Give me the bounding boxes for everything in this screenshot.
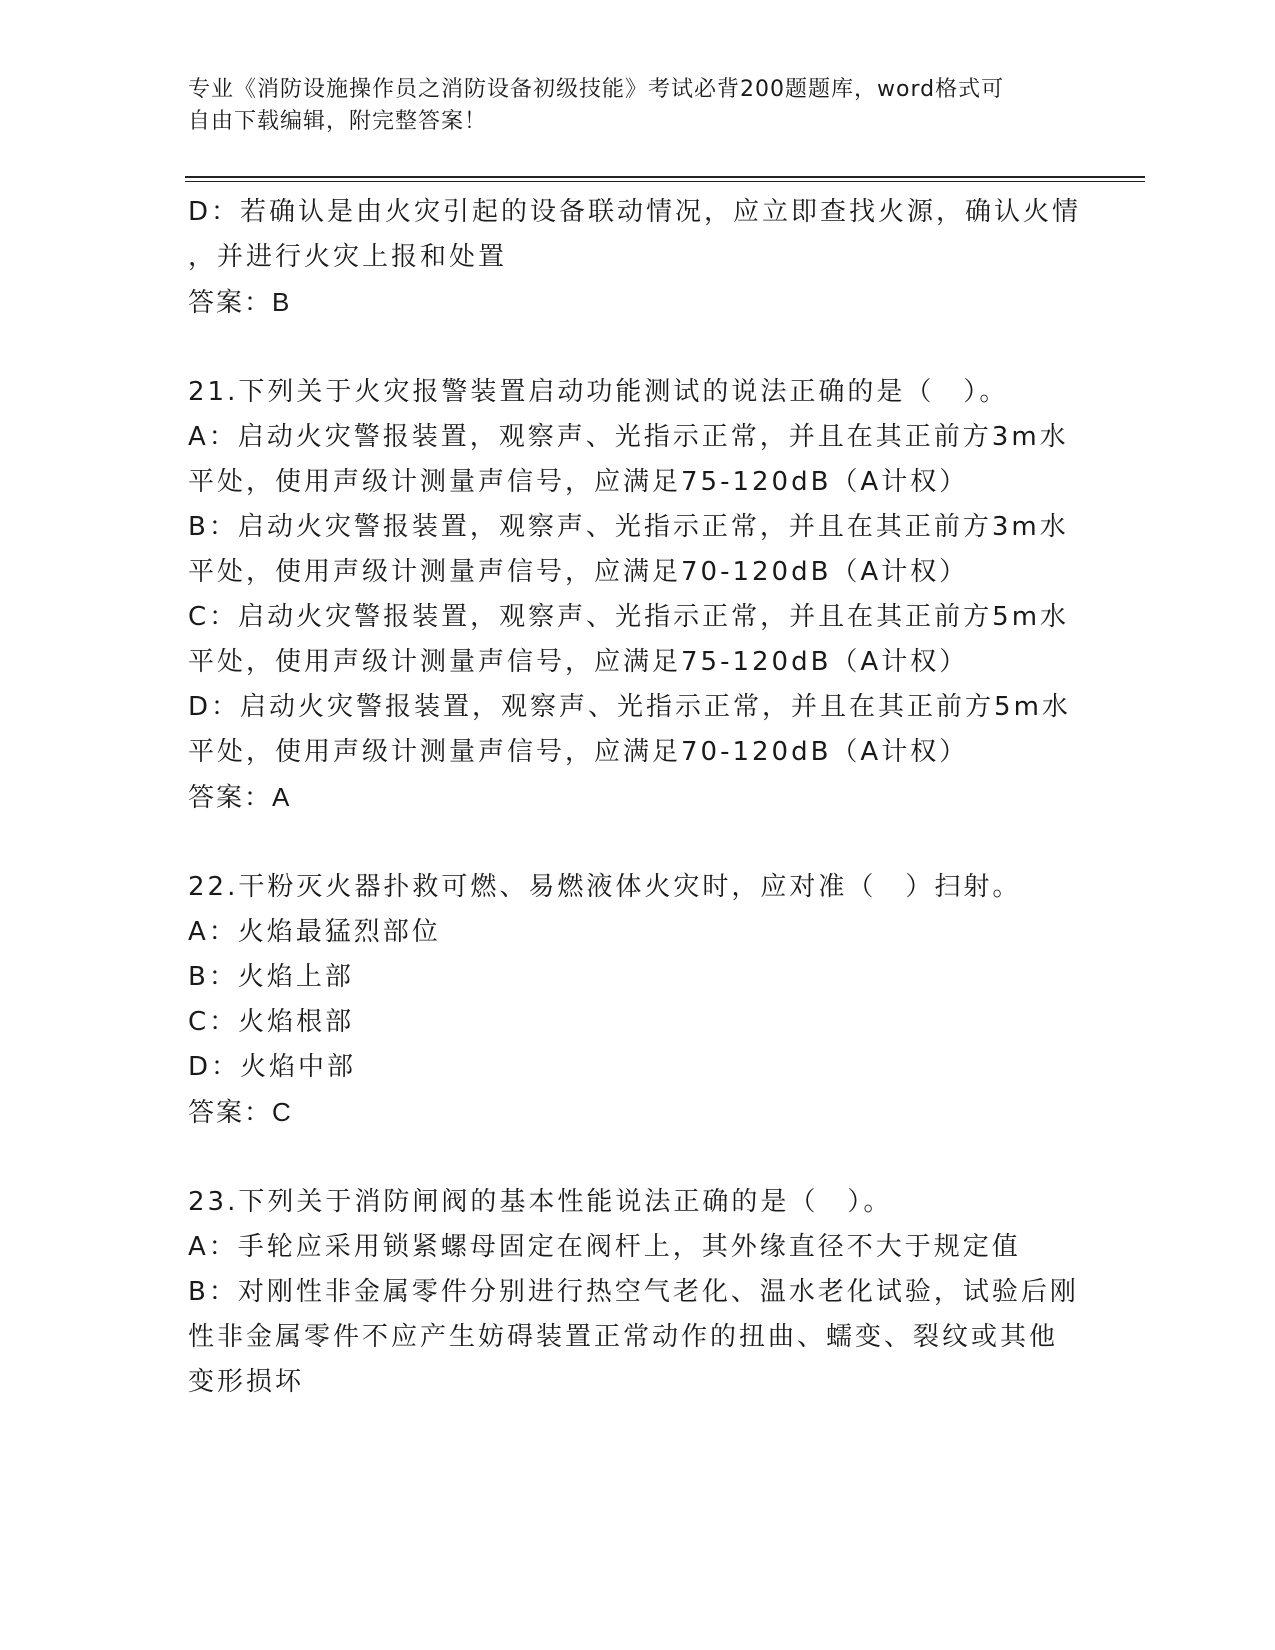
answer-label: 答案：A — [188, 782, 292, 812]
option-b-line3: 变形损坏 — [188, 1367, 305, 1397]
option-c: C：火焰根部 — [188, 1007, 355, 1037]
header-title-line1: 专业《消防设施操作员之消防设备初级技能》考试必背200题题库，word格式可 — [188, 77, 1005, 102]
question-21 — [188, 370, 1088, 820]
option-d-line1: D：若确认是由火灾引起的设备联动情况，应立即查找火源，确认火情 — [188, 197, 1082, 227]
option-d-line2: 平处，使用声级计测量声信号，应满足70-120dB（A计权） — [188, 737, 969, 767]
answer-label: 答案：C — [188, 1097, 293, 1127]
option-b-line1: B：启动火灾警报装置，观察声、光指示正常，并且在其正前方3m水 — [188, 512, 1069, 542]
option-b-line2: 平处，使用声级计测量声信号，应满足70-120dB（A计权） — [188, 557, 969, 587]
option-a: A：手轮应采用锁紧螺母固定在阀杆上，其外缘直径不大于规定值 — [188, 1232, 1021, 1262]
option-a-line2: 平处，使用声级计测量声信号，应满足75-120dB（A计权） — [188, 467, 969, 497]
answer-label: 答案：B — [188, 287, 292, 317]
option-d: D：火焰中部 — [188, 1052, 357, 1082]
header-divider — [185, 176, 1145, 182]
question-20-tail — [188, 190, 1088, 325]
option-a-line1: A：启动火灾警报装置，观察声、光指示正常，并且在其正前方3m水 — [188, 422, 1069, 452]
question-23 — [188, 1180, 1088, 1405]
spacer — [188, 1135, 1088, 1180]
question-stem: 21.下列关于火灾报警装置启动功能测试的说法正确的是（ ）。 — [188, 377, 1009, 407]
question-list — [188, 190, 1088, 1405]
option-a: A：火焰最猛烈部位 — [188, 917, 441, 947]
header-title-line2: 自由下载编辑，附完整答案！ — [188, 109, 488, 134]
spacer — [188, 820, 1088, 865]
question-22 — [188, 865, 1088, 1135]
option-b: B：火焰上部 — [188, 962, 354, 992]
question-stem: 22.干粉灭火器扑救可燃、易燃液体火灾时，应对准（ ）扫射。 — [188, 872, 1022, 902]
spacer — [188, 325, 1088, 370]
option-b-line1: B：对刚性非金属零件分别进行热空气老化、温水老化试验，试验后刚 — [188, 1277, 1079, 1307]
option-c-line2: 平处，使用声级计测量声信号，应满足75-120dB（A计权） — [188, 647, 969, 677]
option-d-line1: D：启动火灾警报装置，观察声、光指示正常，并且在其正前方5m水 — [188, 692, 1071, 722]
option-b-line2: 性非金属零件不应产生妨碍装置正常动作的扭曲、蠕变、裂纹或其他 — [188, 1322, 1059, 1352]
question-stem: 23.下列关于消防闸阀的基本性能说法正确的是（ ）。 — [188, 1187, 893, 1217]
document-header — [188, 74, 1068, 138]
option-c-line1: C：启动火灾警报装置，观察声、光指示正常，并且在其正前方5m水 — [188, 602, 1070, 632]
option-d-line2: ，并进行火灾上报和处置 — [188, 242, 508, 272]
